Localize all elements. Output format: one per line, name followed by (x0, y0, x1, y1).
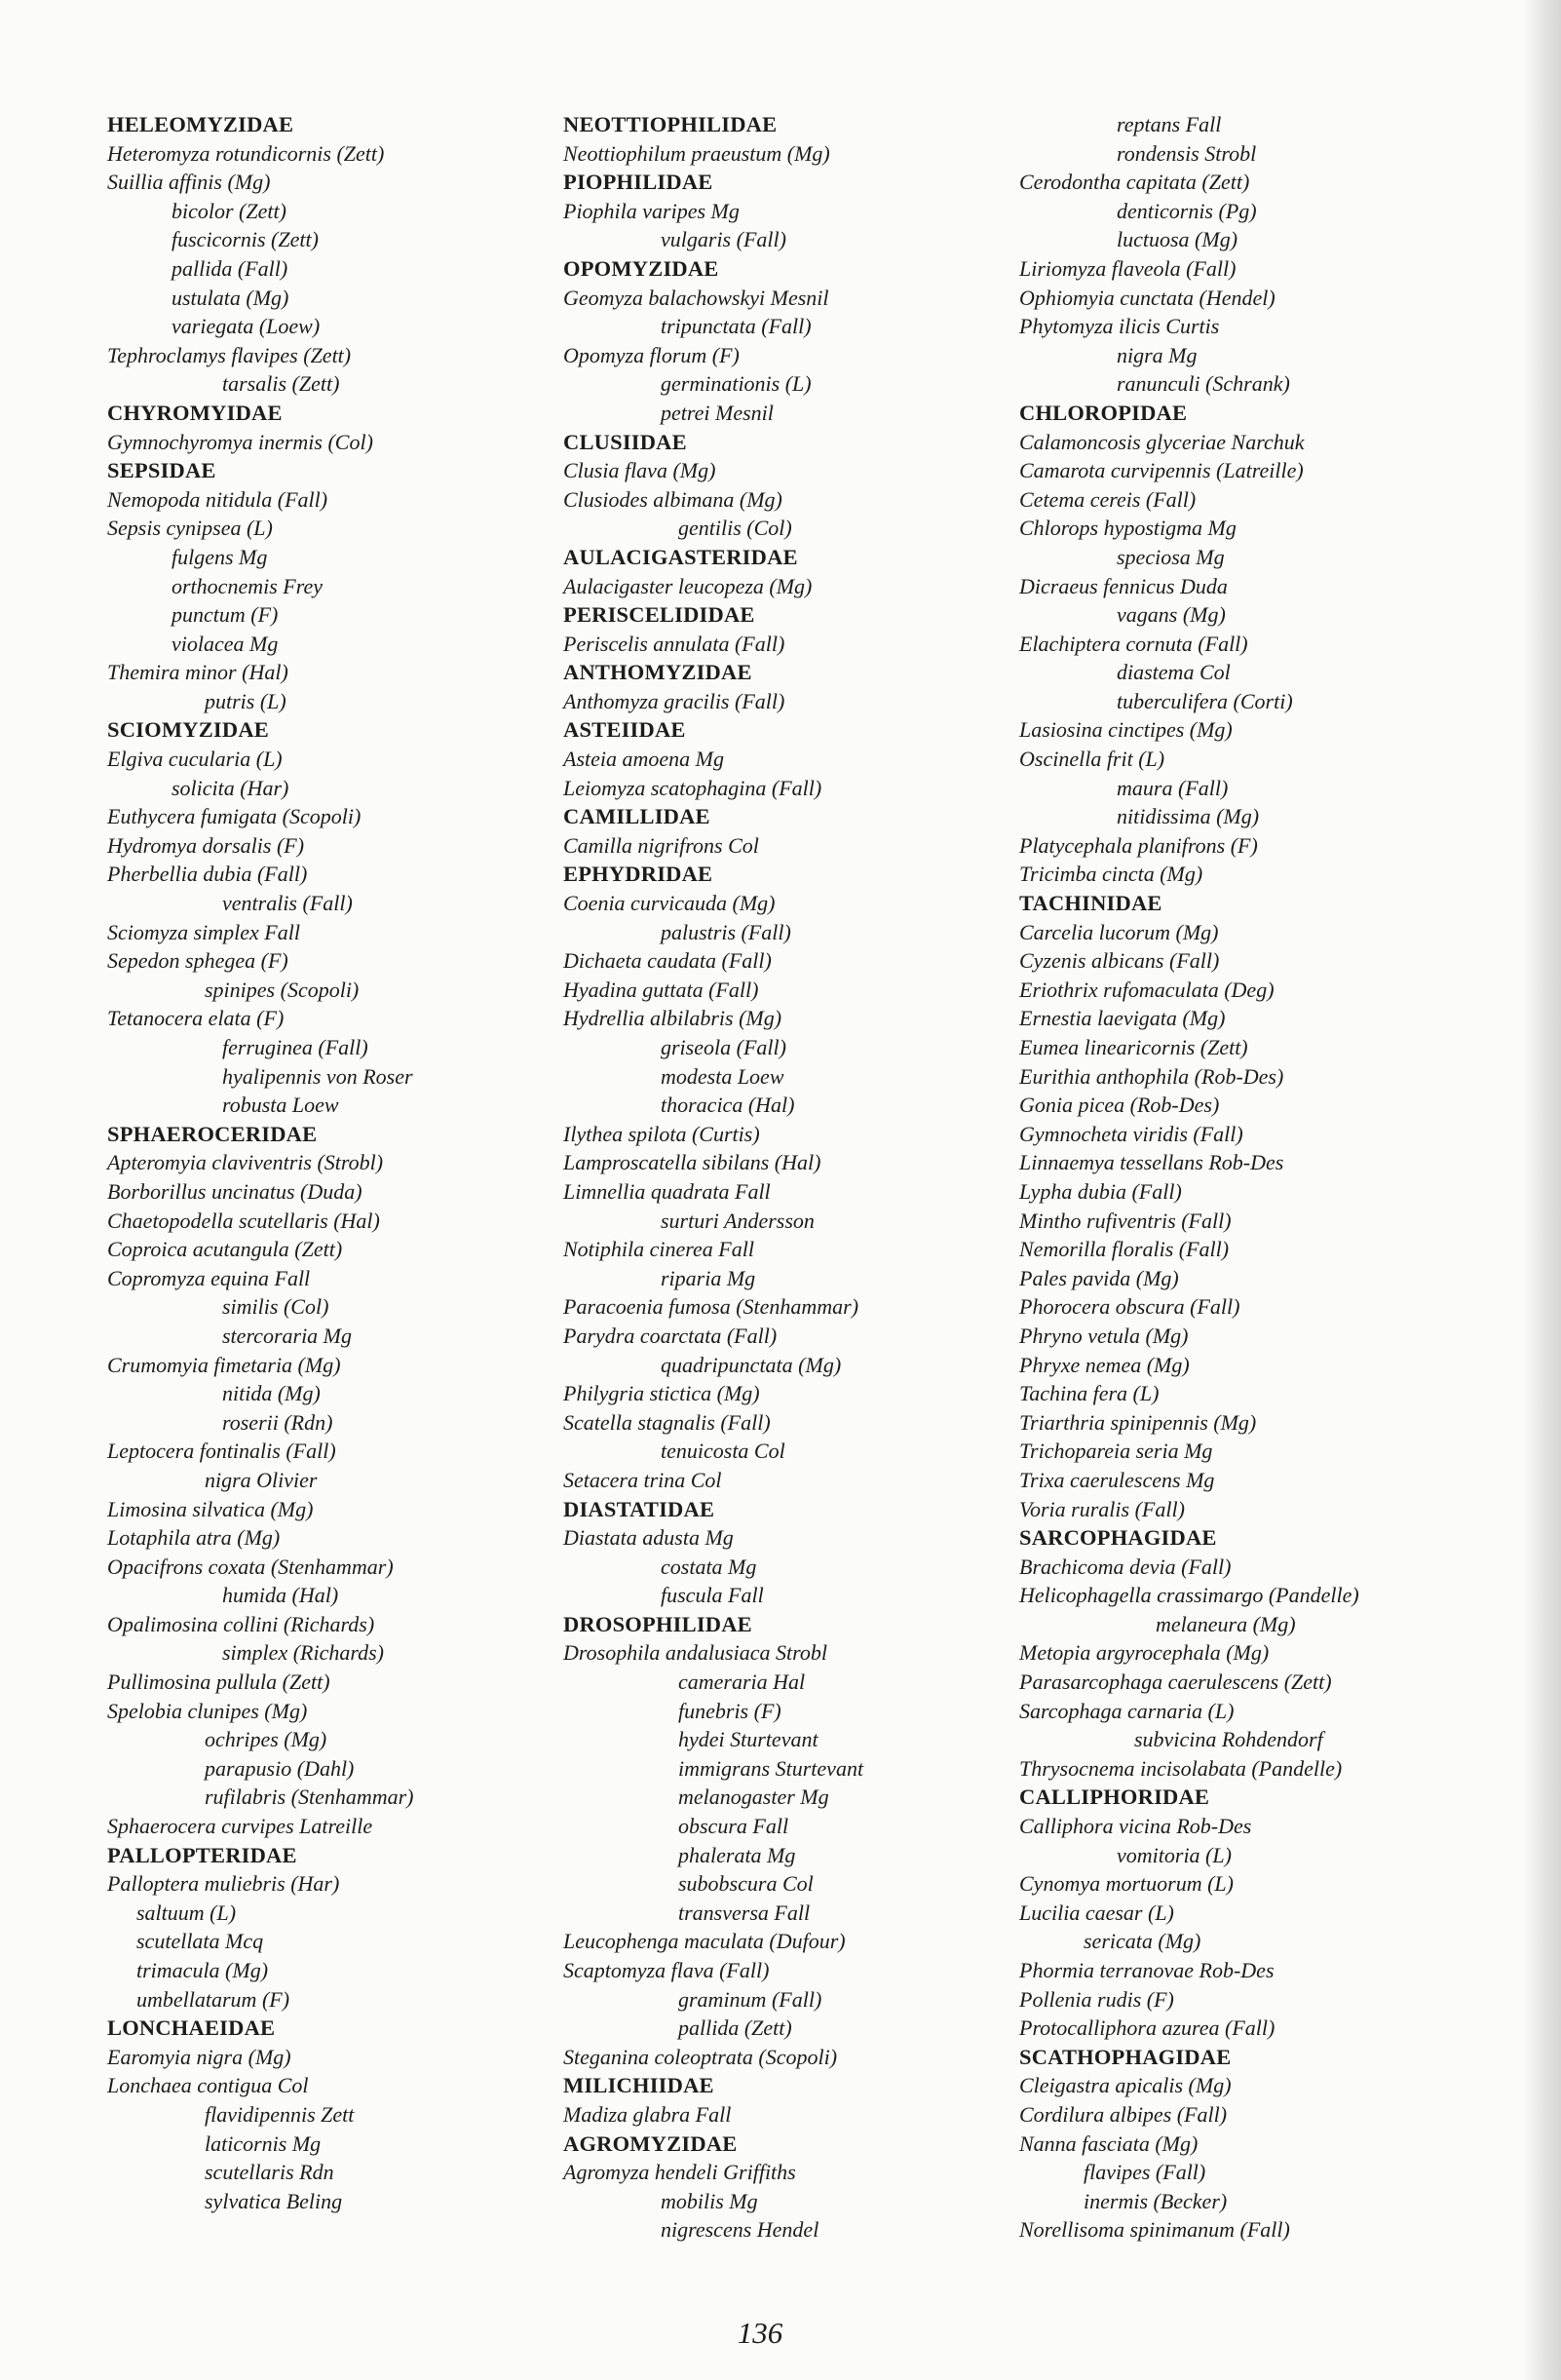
family-heading: SCIOMYZIDAE (107, 717, 269, 743)
species-entry: laticornis Mg (205, 2130, 322, 2156)
species-entry: Tachina fera (L) (1019, 1381, 1160, 1406)
family-heading: DIASTATIDAE (563, 1496, 715, 1521)
family-heading: CHYROMYIDAE (107, 400, 283, 425)
species-entry: Calamoncosis glyceriae Narchuk (1019, 429, 1305, 454)
species-entry: Parydra coarctata (Fall) (563, 1323, 778, 1348)
species-entry: Coproica acutangula (Zett) (107, 1237, 343, 1262)
species-entry: Sepedon sphegea (F) (107, 948, 288, 974)
species-entry: Lasiosina cinctipes (Mg) (1019, 717, 1233, 743)
species-entry: Elgiva cucularia (L) (107, 747, 283, 772)
species-entry: variegata (Loew) (171, 314, 321, 339)
family-heading: SCATHOPHAGIDAE (1019, 2044, 1232, 2069)
family-heading: ASTEIIDAE (563, 717, 686, 743)
species-entry: Crumomyia fimetaria (Mg) (107, 1352, 341, 1377)
species-entry: Nemopoda nitidula (Fall) (107, 486, 328, 512)
species-entry: Hyadina guttata (Fall) (563, 977, 759, 1002)
family-heading: ANTHOMYZIDAE (563, 660, 752, 685)
family-heading: CHLOROPIDAE (1019, 400, 1188, 425)
species-entry: Eumea linearicornis (Zett) (1019, 1035, 1248, 1059)
species-entry: Cyzenis albicans (Fall) (1019, 948, 1220, 974)
species-entry: Themira minor (Hal) (107, 660, 288, 685)
species-entry: stercoraria Mg (222, 1323, 353, 1348)
species-entry: vomitoria (L) (1117, 1842, 1232, 1867)
family-heading: OPOMYZIDAE (563, 255, 719, 281)
species-entry: Norellisoma spinimanum (Fall) (1019, 2217, 1290, 2243)
species-entry: germinationis (L) (661, 371, 812, 397)
species-entry: Cynomya mortuorum (L) (1019, 1871, 1234, 1897)
species-entry: Leucophenga maculata (Dufour) (563, 1929, 846, 1954)
species-entry: Sarcophaga carnaria (L) (1019, 1698, 1235, 1723)
species-entry: Lypha dubia (Fall) (1019, 1178, 1182, 1204)
species-entry: flavipes (Fall) (1084, 2160, 1206, 2185)
species-entry: gentilis (Col) (678, 516, 792, 541)
page-number: 136 (737, 2316, 783, 2350)
species-entry: Scatella stagnalis (Fall) (563, 1409, 771, 1435)
species-entry: Cordilura albipes (Fall) (1019, 2101, 1228, 2127)
species-entry: Leptocera fontinalis (Fall) (107, 1439, 336, 1464)
species-entry: Nemorilla floralis (Fall) (1019, 1237, 1230, 1262)
species-entry: Cleigastra apicalis (Mg) (1019, 2073, 1232, 2098)
species-entry: ustulata (Mg) (171, 285, 289, 310)
species-entry: Gymnochyromya inermis (Col) (107, 429, 373, 454)
species-entry: cameraria Hal (678, 1670, 806, 1695)
species-entry: ferruginea (Fall) (222, 1035, 368, 1059)
species-entry: solicita (Har) (171, 775, 289, 800)
species-entry: palustris (Fall) (661, 919, 791, 944)
species-entry: saltuum (L) (136, 1900, 237, 1925)
species-entry: scutellata Mcq (136, 1929, 264, 1954)
species-entry: Dicraeus fennicus Duda (1019, 573, 1228, 598)
species-entry: humida (Hal) (222, 1583, 339, 1608)
species-entry: nitidissima (Mg) (1117, 804, 1260, 829)
species-entry: Platycephala planifrons (F) (1019, 832, 1258, 858)
species-entry: Copromyza equina Fall (107, 1265, 311, 1290)
species-entry: Philygria stictica (Mg) (563, 1381, 760, 1406)
species-entry: Limosina silvatica (Mg) (107, 1496, 314, 1521)
species-entry: Opomyza florum (F) (563, 342, 740, 367)
species-entry: Eurithia anthophila (Rob-Des) (1019, 1063, 1284, 1089)
species-entry: Gonia picea (Rob-Des) (1019, 1093, 1220, 1118)
species-entry: Hydrellia albilabris (Mg) (563, 1006, 782, 1031)
species-column-1 (107, 110, 565, 2215)
species-entry: Metopia argyrocephala (Mg) (1019, 1640, 1270, 1666)
species-entry: Pales pavida (Mg) (1019, 1265, 1179, 1290)
family-heading: SARCOPHAGIDAE (1019, 1525, 1217, 1551)
species-entry: surturi Andersson (661, 1208, 815, 1233)
species-entry: Trixa caerulescens Mg (1019, 1467, 1215, 1492)
species-entry: mobilis Mg (661, 2188, 758, 2213)
species-entry: Pullimosina pullula (Zett) (107, 1670, 330, 1695)
species-entry: pallida (Zett) (678, 2015, 792, 2041)
species-entry: hydei Sturtevant (678, 1727, 819, 1752)
species-entry: melanogaster Mg (678, 1785, 829, 1810)
species-entry: funebris (F) (678, 1698, 781, 1723)
species-entry: Notiphila cinerea Fall (563, 1237, 754, 1262)
family-heading: AGROMYZIDAE (563, 2130, 738, 2156)
species-entry: putris (L) (205, 688, 286, 713)
species-entry: melaneura (Mg) (1156, 1611, 1296, 1636)
species-entry: ranunculi (Schrank) (1117, 371, 1290, 397)
family-heading: MILICHIIDAE (563, 2073, 714, 2098)
species-entry: Cerodontha capitata (Zett) (1019, 170, 1250, 195)
species-entry: Aulacigaster leucopeza (Mg) (563, 573, 813, 598)
species-entry: spinipes (Scopoli) (205, 977, 360, 1002)
species-entry: Lotaphila atra (Mg) (107, 1525, 281, 1551)
species-entry: Asteia amoena Mg (563, 747, 724, 772)
species-entry: Lonchaea contigua Col (107, 2073, 309, 2098)
species-entry: Chlorops hypostigma Mg (1019, 516, 1237, 541)
species-entry: punctum (F) (171, 602, 279, 628)
family-heading: PERISCELIDIDAE (563, 602, 755, 628)
species-entry: orthocnemis Frey (171, 573, 323, 598)
species-entry: obscura Fall (678, 1814, 789, 1839)
species-entry: Drosophila andalusiaca Strobl (563, 1640, 827, 1666)
species-entry: Linnaemya tessellans Rob-Des (1019, 1150, 1284, 1175)
species-entry: Parasarcophaga caerulescens (Zett) (1019, 1670, 1332, 1695)
species-entry: Thrysocnema incisolabata (Pandelle) (1019, 1755, 1343, 1781)
species-entry: riparia Mg (661, 1265, 756, 1290)
species-entry: Eriothrix rufomaculata (Deg) (1019, 977, 1275, 1002)
family-heading: HELEOMYZIDAE (107, 112, 294, 136)
species-entry: vulgaris (Fall) (661, 227, 786, 252)
species-entry: Voria ruralis (Fall) (1019, 1496, 1185, 1521)
species-entry: nigra Mg (1117, 342, 1198, 367)
species-entry: trimacula (Mg) (136, 1958, 269, 1982)
species-entry: nigra Olivier (205, 1467, 318, 1492)
species-entry: Phormia terranovae Rob-Des (1019, 1958, 1275, 1982)
species-entry: ventralis (Fall) (222, 891, 353, 916)
species-entry: umbellatarum (F) (136, 1986, 290, 2012)
species-entry: tuberculifera (Corti) (1117, 688, 1293, 713)
species-entry: Setacera trina Col (563, 1467, 722, 1492)
species-entry: Diastata adusta Mg (563, 1525, 734, 1551)
species-entry: Clusia flava (Mg) (563, 458, 716, 483)
species-entry: Lucilia caesar (L) (1019, 1900, 1174, 1925)
species-entry: Spelobia clunipes (Mg) (107, 1698, 308, 1723)
species-entry: Piophila varipes Mg (563, 198, 740, 223)
species-entry: inermis (Becker) (1084, 2188, 1228, 2213)
species-entry: Sepsis cynipsea (L) (107, 516, 273, 541)
species-entry: Madiza glabra Fall (563, 2101, 732, 2127)
species-entry: Palloptera muliebris (Har) (107, 1871, 340, 1897)
species-entry: Phryno vetula (Mg) (1019, 1323, 1189, 1348)
species-entry: Pherbellia dubia (Fall) (107, 862, 308, 887)
species-entry: Borborillus uncinatus (Duda) (107, 1178, 362, 1204)
species-entry: Helicophagella crassimargo (Pandelle) (1019, 1583, 1359, 1608)
species-entry: Limnellia quadrata Fall (563, 1178, 771, 1204)
species-entry: pallida (Fall) (171, 255, 288, 281)
species-entry: Agromyza hendeli Griffiths (563, 2160, 796, 2185)
species-entry: Cetema cereis (Fall) (1019, 486, 1197, 512)
species-entry: Pollenia rudis (F) (1019, 1986, 1174, 2012)
species-entry: Trichopareia seria Mg (1019, 1439, 1213, 1464)
species-entry: Coenia curvicauda (Mg) (563, 891, 776, 916)
species-entry: Opalimosina collini (Richards) (107, 1611, 375, 1636)
species-entry: Mintho rufiventris (Fall) (1019, 1208, 1232, 1233)
species-entry: Earomyia nigra (Mg) (107, 2044, 291, 2069)
family-heading: CALLIPHORIDAE (1019, 1785, 1210, 1810)
species-entry: fuscicornis (Zett) (171, 227, 319, 252)
species-entry: Protocalliphora azurea (Fall) (1019, 2015, 1275, 2041)
species-entry: Periscelis annulata (Fall) (563, 631, 785, 656)
species-entry: Brachicoma devia (Fall) (1019, 1554, 1232, 1579)
species-entry: sylvatica Beling (205, 2188, 343, 2213)
species-entry: subobscura Col (678, 1871, 814, 1897)
species-entry: diastema Col (1117, 660, 1231, 685)
species-entry: Scaptomyza flava (Fall) (563, 1958, 770, 1982)
family-heading: SPHAEROCERIDAE (107, 1121, 318, 1146)
species-entry: Geomyza balachowskyi Mesnil (563, 285, 829, 310)
species-entry: Gymnocheta viridis (Fall) (1019, 1121, 1243, 1146)
species-entry: nigrescens Hendel (661, 2217, 819, 2243)
species-entry: Leiomyza scatophagina (Fall) (563, 775, 822, 800)
family-heading: CLUSIIDAE (563, 429, 687, 454)
species-entry: Tetanocera elata (F) (107, 1006, 285, 1031)
family-heading: PALLOPTERIDAE (107, 1842, 297, 1867)
species-entry: rufilabris (Stenhammar) (205, 1785, 414, 1810)
species-entry: Calliphora vicina Rob-Des (1019, 1814, 1252, 1839)
species-entry: Heteromyza rotundicornis (Zett) (107, 140, 385, 166)
family-heading: NEOTTIOPHILIDAE (563, 112, 778, 136)
species-entry: violacea Mg (171, 631, 279, 656)
species-entry: hyalipennis von Roser (222, 1063, 413, 1089)
species-entry: sericata (Mg) (1084, 1929, 1201, 1954)
species-entry: phalerata Mg (678, 1842, 796, 1867)
species-entry: denticornis (Pg) (1117, 198, 1257, 223)
page-edge-shadow (1524, 0, 1561, 2380)
family-heading: EPHYDRIDAE (563, 862, 713, 887)
species-entry: Lamproscatella sibilans (Hal) (563, 1150, 821, 1175)
species-entry: Chaetopodella scutellaris (Hal) (107, 1208, 380, 1233)
species-entry: Anthomyza gracilis (Fall) (563, 688, 785, 713)
species-entry: Elachiptera cornuta (Fall) (1019, 631, 1248, 656)
species-entry: Euthycera fumigata (Scopoli) (107, 804, 362, 829)
species-entry: griseola (Fall) (661, 1035, 786, 1059)
species-entry: costata Mg (661, 1554, 757, 1579)
species-entry: speciosa Mg (1117, 544, 1225, 569)
species-entry: tripunctata (Fall) (661, 314, 812, 339)
species-entry: fulgens Mg (171, 544, 268, 569)
species-entry: tenuicosta Col (661, 1439, 785, 1464)
species-entry: Steganina coleoptrata (Scopoli) (563, 2044, 838, 2069)
species-entry: Nanna fasciata (Mg) (1019, 2130, 1199, 2156)
species-entry: fuscula Fall (661, 1583, 764, 1608)
species-entry: modesta Loew (661, 1063, 784, 1089)
species-entry: scutellaris Rdn (205, 2160, 334, 2185)
species-entry: subvicina Rohdendorf (1134, 1727, 1323, 1752)
species-entry: Opacifrons coxata (Stenhammar) (107, 1554, 394, 1579)
species-entry: ochripes (Mg) (205, 1727, 327, 1752)
species-entry: quadripunctata (Mg) (661, 1352, 842, 1377)
species-entry: roserii (Rdn) (222, 1409, 333, 1435)
species-entry: Carcelia lucorum (Mg) (1019, 919, 1219, 944)
species-entry: vagans (Mg) (1117, 602, 1226, 628)
species-entry: transversa Fall (678, 1900, 811, 1925)
species-entry: similis (Col) (222, 1294, 329, 1320)
family-heading: SEPSIDAE (107, 458, 216, 483)
species-entry: rondensis Strobl (1117, 140, 1257, 166)
species-entry: luctuosa (Mg) (1117, 227, 1238, 252)
species-entry: Sciomyza simplex Fall (107, 919, 300, 944)
species-entry: reptans Fall (1117, 112, 1222, 136)
family-heading: LONCHAEIDAE (107, 2015, 276, 2041)
species-entry: Paracoenia fumosa (Stenhammar) (563, 1294, 859, 1320)
species-entry: petrei Mesnil (661, 400, 774, 425)
species-column-3 (1019, 110, 1506, 2245)
species-entry: Phytomyza ilicis Curtis (1019, 314, 1220, 339)
species-entry: Triarthria spinipennis (Mg) (1019, 1409, 1257, 1435)
species-entry: Ophiomyia cunctata (Hendel) (1019, 285, 1275, 310)
species-entry: Sphaerocera curvipes Latreille (107, 1814, 373, 1839)
species-entry: bicolor (Zett) (171, 198, 286, 223)
species-entry: tarsalis (Zett) (222, 371, 340, 397)
species-entry: Ernestia laevigata (Mg) (1019, 1006, 1226, 1031)
species-entry: robusta Loew (222, 1093, 339, 1118)
species-column-2 (563, 110, 1021, 2245)
species-entry: Neottiophilum praeustum (Mg) (563, 140, 830, 166)
species-entry: flavidipennis Zett (205, 2101, 355, 2127)
species-entry: thoracica (Hal) (661, 1093, 795, 1118)
species-entry: simplex (Richards) (222, 1640, 384, 1666)
species-entry: parapusio (Dahl) (205, 1755, 355, 1781)
species-entry: Camarota curvipennis (Latreille) (1019, 458, 1304, 483)
species-entry: graminum (Fall) (678, 1986, 822, 2012)
species-entry: Ilythea spilota (Curtis) (563, 1121, 760, 1146)
family-heading: CAMILLIDAE (563, 804, 710, 829)
species-entry: nitida (Mg) (222, 1381, 321, 1406)
species-entry: Hydromya dorsalis (F) (107, 832, 305, 858)
species-entry: Camilla nigrifrons Col (563, 832, 759, 858)
species-entry: Tricimba cincta (Mg) (1019, 862, 1203, 887)
species-entry: Dichaeta caudata (Fall) (563, 948, 772, 974)
species-entry: Liriomyza flaveola (Fall) (1019, 255, 1237, 281)
species-entry: Apteromyia claviventris (Strobl) (107, 1150, 384, 1175)
family-heading: DROSOPHILIDAE (563, 1611, 752, 1636)
species-entry: maura (Fall) (1117, 775, 1229, 800)
family-heading: PIOPHILIDAE (563, 170, 713, 195)
species-entry: Phryxe nemea (Mg) (1019, 1352, 1190, 1377)
species-entry: Clusiodes albimana (Mg) (563, 486, 782, 512)
species-entry: Phorocera obscura (Fall) (1019, 1294, 1240, 1320)
family-heading: TACHINIDAE (1019, 891, 1162, 916)
species-entry: immigrans Sturtevant (678, 1755, 864, 1781)
family-heading: AULACIGASTERIDAE (563, 544, 798, 569)
species-entry: Oscinella frit (L) (1019, 747, 1165, 772)
species-entry: Suillia affinis (Mg) (107, 170, 271, 195)
species-entry: Tephroclamys flavipes (Zett) (107, 342, 352, 367)
